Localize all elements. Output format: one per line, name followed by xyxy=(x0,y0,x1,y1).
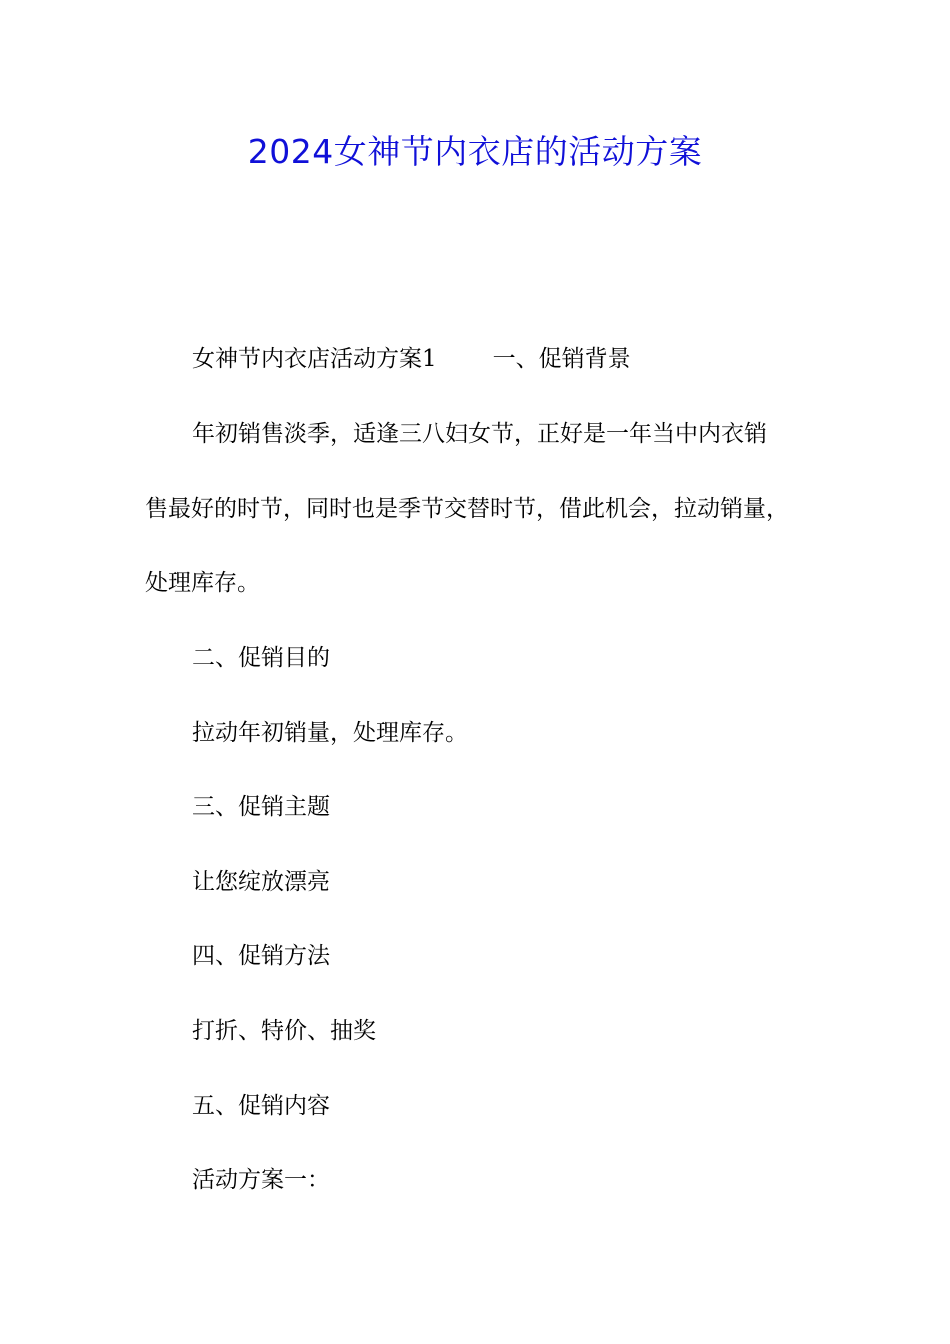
section3-body: 让您绽放漂亮 xyxy=(192,869,330,895)
document-title: 2024女神节内衣店的活动方案 xyxy=(247,132,703,171)
plan-heading: 女神节内衣店活动方案1 xyxy=(192,346,437,372)
background-line-3: 处理库存。 xyxy=(145,570,260,596)
background-line-2: 售最好的时节，同时也是季节交替时节，借此机会，拉动销量， xyxy=(145,496,789,522)
section2-body: 拉动年初销量，处理库存。 xyxy=(192,720,468,746)
section3-heading: 三、促销主题 xyxy=(192,794,330,820)
section4-heading: 四、促销方法 xyxy=(192,943,330,969)
section1-heading: 一、促销背景 xyxy=(492,346,631,372)
section5-heading: 五、促销内容 xyxy=(192,1093,330,1119)
section5-body: 活动方案一： xyxy=(192,1167,330,1193)
heading-line xyxy=(192,342,631,376)
section2-heading: 二、促销目的 xyxy=(192,645,330,671)
section4-body: 打折、特价、抽奖 xyxy=(192,1018,376,1044)
background-line-1: 年初销售淡季，适逢三八妇女节，正好是一年当中内衣销 xyxy=(192,421,767,447)
